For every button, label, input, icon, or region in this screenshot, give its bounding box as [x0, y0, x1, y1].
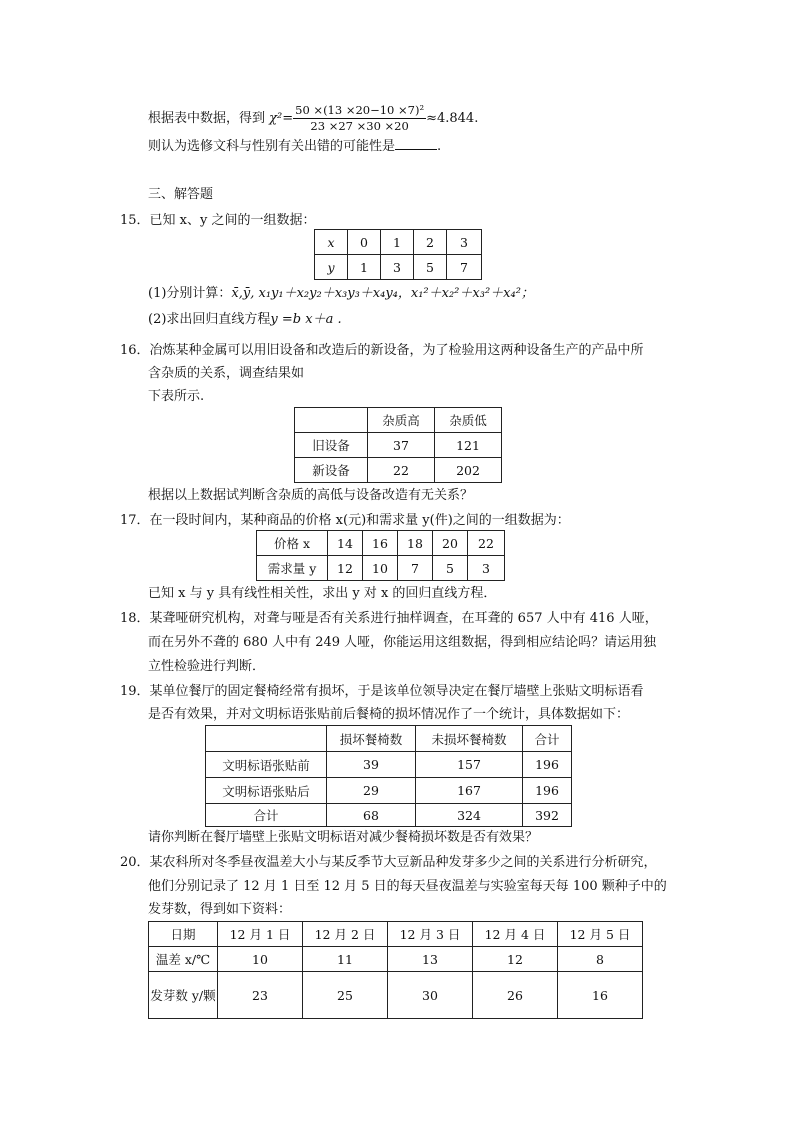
q16-line2: 含杂质的关系，调查结果如	[148, 366, 305, 381]
q16-table	[294, 407, 502, 483]
question-text: 冶炼某种金属可以用旧设备和改造后的新设备，为了检验用这两种设备生产的产品中所	[149, 343, 644, 358]
question-20	[120, 853, 657, 873]
question-number: 16．	[120, 343, 150, 358]
table-row	[315, 230, 482, 255]
table-cell: y	[315, 255, 348, 280]
question-17	[120, 511, 570, 531]
q16-question: 根据以上数据试判断含杂质的高低与设备改造有无关系？	[148, 488, 474, 503]
table-cell: 1	[381, 230, 414, 255]
table-cell: 文明标语张贴后	[206, 778, 327, 804]
table-row	[206, 804, 572, 827]
table-cell: 新设备	[295, 458, 368, 483]
table-cell: 5	[433, 556, 468, 581]
part1-formula: x̄,ȳ, x₁y₁＋x₂y₂＋x₃y₃＋x₄y₄，x₁²＋x₂²＋x₃²＋x₄²；	[231, 286, 534, 301]
question-text: 某聋哑研究机构，对聋与哑是否有关系进行抽样调查，在耳聋的 657 人中有 416 人哑，	[149, 611, 658, 626]
table-cell: 22	[368, 458, 435, 483]
table-row	[257, 556, 505, 581]
table-cell: 12 月 2 日	[303, 922, 388, 947]
question-18	[120, 609, 658, 629]
table-cell: 157	[416, 752, 523, 778]
formula-fraction	[293, 103, 426, 134]
table-cell: 12	[473, 947, 558, 972]
question-16	[120, 341, 644, 361]
table-cell: 16	[363, 531, 398, 556]
table-cell: 12 月 5 日	[558, 922, 643, 947]
table-cell: 14	[328, 531, 363, 556]
table-cell	[295, 408, 368, 433]
table-cell: 旧设备	[295, 433, 368, 458]
question-text: 在一段时间内，某种商品的价格 x(元)和需求量 y(件)之间的一组数据为：	[149, 513, 570, 528]
table-cell: 5	[414, 255, 447, 280]
q17-question: 已知 x 与 y 具有线性相关性，求出 y 对 x 的回归直线方程．	[148, 586, 497, 601]
question-text: 某单位餐厅的固定餐椅经常有损坏，于是该单位领导决定在餐厅墙壁上张贴文明标语看	[149, 684, 644, 699]
question-number: 20．	[120, 855, 150, 870]
table-cell: 3	[447, 230, 482, 255]
table-cell: 杂质低	[435, 408, 502, 433]
formula-numerator: 50 ×(13 ×20−10 ×7)²	[295, 103, 425, 117]
intro-question	[148, 137, 441, 157]
q15-part2	[148, 310, 342, 330]
formula-approx: ≈4.844.	[426, 111, 479, 126]
table-row	[206, 778, 572, 804]
table-cell: 20	[433, 531, 468, 556]
question-number: 19．	[120, 684, 150, 699]
formula-denominator: 23 ×27 ×30 ×20	[310, 119, 409, 133]
table-cell: 26	[473, 972, 558, 1019]
table-row	[315, 255, 482, 280]
table-cell: 121	[435, 433, 502, 458]
table-cell: 7	[447, 255, 482, 280]
q16-line3: 下表所示.	[148, 389, 205, 404]
table-cell: 11	[303, 947, 388, 972]
table-row	[295, 408, 502, 433]
table-cell: x	[315, 230, 348, 255]
question-number: 17．	[120, 513, 150, 528]
table-cell	[206, 726, 327, 752]
table-cell: 16	[558, 972, 643, 1019]
table-cell: 3	[381, 255, 414, 280]
q17-table	[256, 530, 505, 581]
table-cell: 12 月 4 日	[473, 922, 558, 947]
q20-table	[148, 921, 643, 1019]
table-cell: 杂质高	[368, 408, 435, 433]
table-cell: 12	[328, 556, 363, 581]
part1-label: (1)分别计算：	[148, 286, 232, 301]
table-cell: 合计	[206, 804, 327, 827]
table-cell: 价格 x	[257, 531, 328, 556]
question-text: 已知 x、y 之间的一组数据：	[149, 213, 316, 228]
table-cell: 未损坏餐椅数	[416, 726, 523, 752]
q15-table	[314, 229, 482, 280]
table-cell: 324	[416, 804, 523, 827]
part2-formula: y =b x＋a .	[270, 312, 342, 327]
q19-table	[205, 725, 572, 827]
intro-question-text: 则认为选修文科与性别有关出错的可能性是	[148, 139, 396, 154]
question-15	[120, 211, 316, 231]
table-cell: 发芽数 y/颗	[149, 972, 218, 1019]
table-cell: 温差 x/℃	[149, 947, 218, 972]
q19-question: 请你判断在餐厅墙壁上张贴文明标语对减少餐椅损坏数是否有效果？	[148, 830, 539, 845]
table-row	[206, 726, 572, 752]
table-cell: 1	[348, 255, 381, 280]
table-cell: 68	[327, 804, 416, 827]
q15-part1	[148, 284, 534, 304]
table-cell: 12 月 3 日	[388, 922, 473, 947]
table-cell: 39	[327, 752, 416, 778]
table-cell: 文明标语张贴前	[206, 752, 327, 778]
table-cell: 30	[388, 972, 473, 1019]
table-cell: 18	[398, 531, 433, 556]
table-cell: 202	[435, 458, 502, 483]
table-cell: 37	[368, 433, 435, 458]
chi-symbol: χ²=	[269, 111, 294, 126]
table-row	[206, 752, 572, 778]
table-row	[295, 433, 502, 458]
table-cell: 0	[348, 230, 381, 255]
table-cell: 日期	[149, 922, 218, 947]
table-row	[149, 947, 643, 972]
table-cell: 10	[363, 556, 398, 581]
table-row	[149, 922, 643, 947]
q18-line3: 立性检验进行判断．	[148, 659, 266, 674]
question-number: 18．	[120, 611, 150, 626]
section-title: 三、解答题	[148, 187, 214, 202]
table-cell: 196	[523, 778, 572, 804]
table-row	[257, 531, 505, 556]
table-row	[295, 458, 502, 483]
table-cell: 2	[414, 230, 447, 255]
answer-blank	[395, 137, 437, 150]
part2-label: (2)求出回归直线方程	[148, 312, 271, 327]
q19-line2: 是否有效果，并对文明标语张贴前后餐椅的损坏情况作了一个统计，具体数据如下：	[148, 707, 630, 722]
table-cell: 12 月 1 日	[218, 922, 303, 947]
table-cell: 25	[303, 972, 388, 1019]
table-cell: 196	[523, 752, 572, 778]
question-text: 某农科所对冬季昼夜温差大小与某反季节大豆新品种发芽多少之间的关系进行分析研究，	[149, 855, 657, 870]
table-cell: 29	[327, 778, 416, 804]
table-cell: 13	[388, 947, 473, 972]
table-cell: 7	[398, 556, 433, 581]
intro-question-end: .	[437, 139, 442, 154]
table-cell: 392	[523, 804, 572, 827]
table-cell: 23	[218, 972, 303, 1019]
question-number: 15．	[120, 213, 150, 228]
table-cell: 损坏餐椅数	[327, 726, 416, 752]
question-19	[120, 682, 644, 702]
table-cell: 需求量 y	[257, 556, 328, 581]
formula-prefix: 根据表中数据，得到	[148, 111, 266, 126]
table-cell: 合计	[523, 726, 572, 752]
table-cell: 167	[416, 778, 523, 804]
table-cell: 3	[468, 556, 505, 581]
q20-line3: 发芽数，得到如下资料：	[148, 902, 292, 917]
table-cell: 8	[558, 947, 643, 972]
table-row	[149, 972, 643, 1019]
table-cell: 10	[218, 947, 303, 972]
chi-square-formula	[148, 103, 478, 134]
table-cell: 22	[468, 531, 505, 556]
q20-line2: 他们分别记录了 12 月 1 日至 12 月 5 日的每天昼夜温差与实验室每天每 100 颗种子中的	[148, 879, 667, 894]
q18-line2: 而在另外不聋的 680 人中有 249 人哑，你能运用这组数据，得到相应结论吗？请运用独	[148, 635, 657, 650]
